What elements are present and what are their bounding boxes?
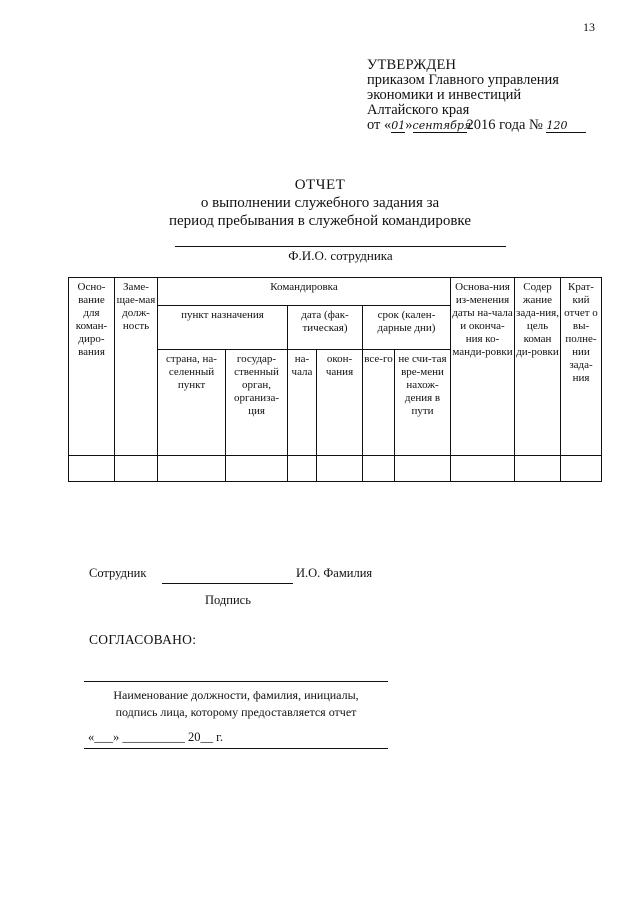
cell-excl[interactable] <box>395 456 451 482</box>
header-total: все-го <box>363 350 395 456</box>
cell-org[interactable] <box>226 456 288 482</box>
agreed-signature-line[interactable] <box>84 681 388 682</box>
header-org: государ-ственный орган, организа-ция <box>226 350 288 456</box>
initials-label: И.О. Фамилия <box>296 566 373 580</box>
fio-underline[interactable] <box>175 246 506 247</box>
year-text: 2016 года № <box>466 117 543 133</box>
approval-line-region: Алтайского края <box>367 102 470 118</box>
agreed-note-line-1: Наименование должности, фамилия, инициалы, <box>113 688 359 702</box>
handwritten-month: сентября <box>412 119 472 132</box>
handwritten-number: 120 <box>546 119 586 133</box>
agreed-note-line-2: подпись лица, которому предоставляется отчет <box>115 705 357 719</box>
approval-line-order: приказом Главного управления <box>367 72 559 88</box>
cell-report[interactable] <box>561 456 602 482</box>
agreed-label: СОГЛАСОВАНО: <box>89 632 197 647</box>
handwritten-day: 01 <box>391 119 406 132</box>
header-end: окон-чания <box>317 350 363 456</box>
header-excl: не счи-тая вре-мени нахож-дения в пути <box>395 350 451 456</box>
cell-basis[interactable] <box>69 456 115 482</box>
approval-stamp <box>367 58 586 133</box>
header-start: на-чала <box>288 350 317 456</box>
signature-caption: Подпись <box>205 593 251 607</box>
fio-label: Ф.И.О. сотрудника <box>288 248 393 263</box>
header-report: Крат-кий отчет о вы-полне-нии зада-ния <box>561 278 602 456</box>
page-number: 13 <box>583 20 595 34</box>
cell-total[interactable] <box>363 456 395 482</box>
table-row <box>69 456 602 482</box>
header-position: Заме-щае-мая долж-ность <box>115 278 158 456</box>
header-basis: Осно-вание для коман-диро-вания <box>69 278 115 456</box>
header-date: дата (фак-тическая) <box>288 306 363 350</box>
approval-date-line: от «01»сентября2016 года № 120 <box>367 118 586 133</box>
header-country: страна, на-селенный пункт <box>158 350 226 456</box>
document-title <box>0 176 640 230</box>
agreed-note <box>84 687 388 721</box>
report-heading: ОТЧЕТ <box>294 177 346 193</box>
cell-start[interactable] <box>288 456 317 482</box>
cell-position[interactable] <box>115 456 158 482</box>
report-table <box>68 277 602 482</box>
cell-end[interactable] <box>317 456 363 482</box>
date-prefix: от « <box>367 117 392 133</box>
header-trip: Командировка <box>158 278 451 306</box>
title-line-2: о выполнении служебного задания за <box>200 195 440 211</box>
cell-country[interactable] <box>158 456 226 482</box>
header-change-reason: Основа-ния из-менения даты на-чала и оконча-ния ко-манди-ровки <box>451 278 515 456</box>
header-destination: пункт назначения <box>158 306 288 350</box>
date-underline <box>84 748 388 749</box>
header-content: Содер жание зада-ния, цель коман ди-ровки <box>515 278 561 456</box>
employee-label: Сотрудник <box>89 566 147 580</box>
date-field[interactable]: «___» __________ 20__ г. <box>88 730 223 744</box>
approval-line-economy: экономики и инвестиций <box>367 87 522 103</box>
approval-title: УТВЕРЖДЕН <box>367 57 457 73</box>
header-term: срок (кален-дарные дни) <box>363 306 451 350</box>
cell-change-reason[interactable] <box>451 456 515 482</box>
cell-content[interactable] <box>515 456 561 482</box>
signature-line[interactable] <box>162 583 293 584</box>
title-line-3: период пребывания в служебной командировке <box>169 213 471 229</box>
